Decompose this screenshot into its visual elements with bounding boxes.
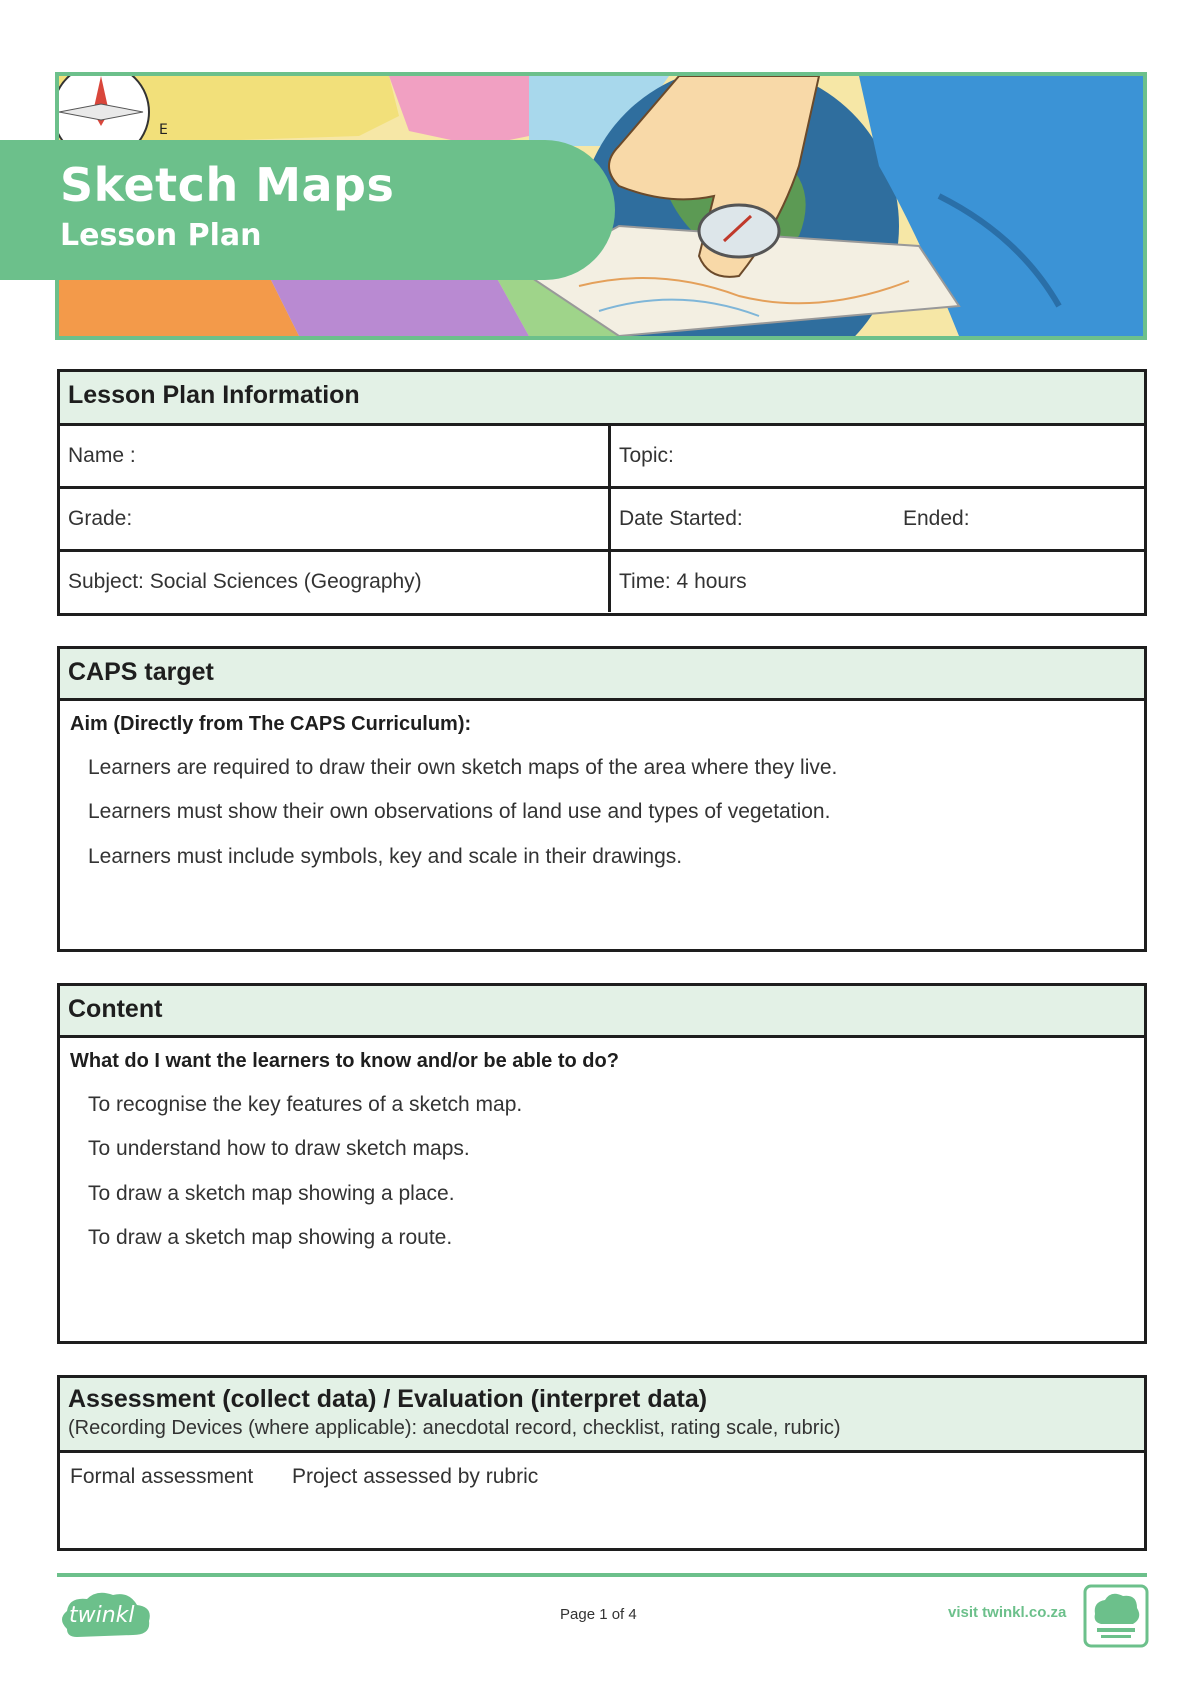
assessment-body [60, 1453, 1144, 1489]
assessment-header [60, 1378, 1144, 1453]
caps-target-box [57, 646, 1147, 952]
content-header [60, 986, 1144, 1038]
twinkl-logo[interactable] [57, 1589, 153, 1643]
content-box [57, 983, 1147, 1344]
assessment-box [57, 1375, 1147, 1551]
info-header [60, 372, 1144, 423]
content-body [60, 1050, 1144, 1250]
ended-label: Ended: [903, 507, 970, 530]
quality-badge-icon [1083, 1584, 1149, 1648]
content-item: To understand how to draw sketch maps. [88, 1137, 470, 1160]
assessment-heading: Assessment (collect data) / Evaluation (interpret data) [68, 1385, 708, 1413]
caps-header [60, 649, 1144, 701]
subject-field: Subject: Social Sciences (Geography) [60, 551, 610, 613]
caps-item: Learners are required to draw their own sketch maps of the area where they live. [88, 756, 838, 779]
content-question: What do I want the learners to know and/or be able to do? [70, 1050, 619, 1072]
date-started-label: Date Started: [619, 507, 743, 530]
title-tab [0, 140, 615, 280]
svg-text:E: E [159, 122, 168, 138]
formal-assessment-label: Formal assessment [70, 1465, 254, 1488]
assessment-subheading: (Recording Devices (where applicable): anecdotal record, checklist, rating scale, rubric) [68, 1417, 841, 1439]
visit-link[interactable]: visit twinkl.co.za [948, 1604, 1067, 1621]
logo-text: twinkl [69, 1603, 135, 1628]
caps-body [60, 713, 1144, 869]
grade-field[interactable]: Grade: [60, 488, 610, 551]
content-item: To draw a sketch map showing a route. [88, 1226, 453, 1249]
date-field[interactable] [610, 488, 1145, 551]
page-title: Sketch Maps [60, 158, 395, 212]
page-number: Page 1 of 4 [560, 1606, 637, 1623]
info-table [60, 423, 1144, 612]
content-item: To draw a sketch map showing a place. [88, 1182, 455, 1205]
info-heading: Lesson Plan Information [68, 381, 360, 409]
formal-assessment-value: Project assessed by rubric [292, 1465, 539, 1488]
lesson-plan-info-box [57, 369, 1147, 616]
time-field: Time: 4 hours [610, 551, 1145, 613]
footer-divider [57, 1573, 1147, 1577]
caps-item: Learners must show their own observations of land use and types of vegetation. [88, 800, 831, 823]
name-field[interactable]: Name : [60, 425, 610, 488]
caps-item: Learners must include symbols, key and scale in their drawings. [88, 845, 683, 868]
caps-heading: CAPS target [68, 658, 214, 686]
content-item: To recognise the key features of a sketch map. [88, 1093, 523, 1116]
aim-label: Aim (Directly from The CAPS Curriculum): [70, 713, 472, 735]
topic-field[interactable]: Topic: [610, 425, 1145, 488]
content-heading: Content [68, 995, 163, 1023]
page-subtitle: Lesson Plan [60, 218, 262, 253]
